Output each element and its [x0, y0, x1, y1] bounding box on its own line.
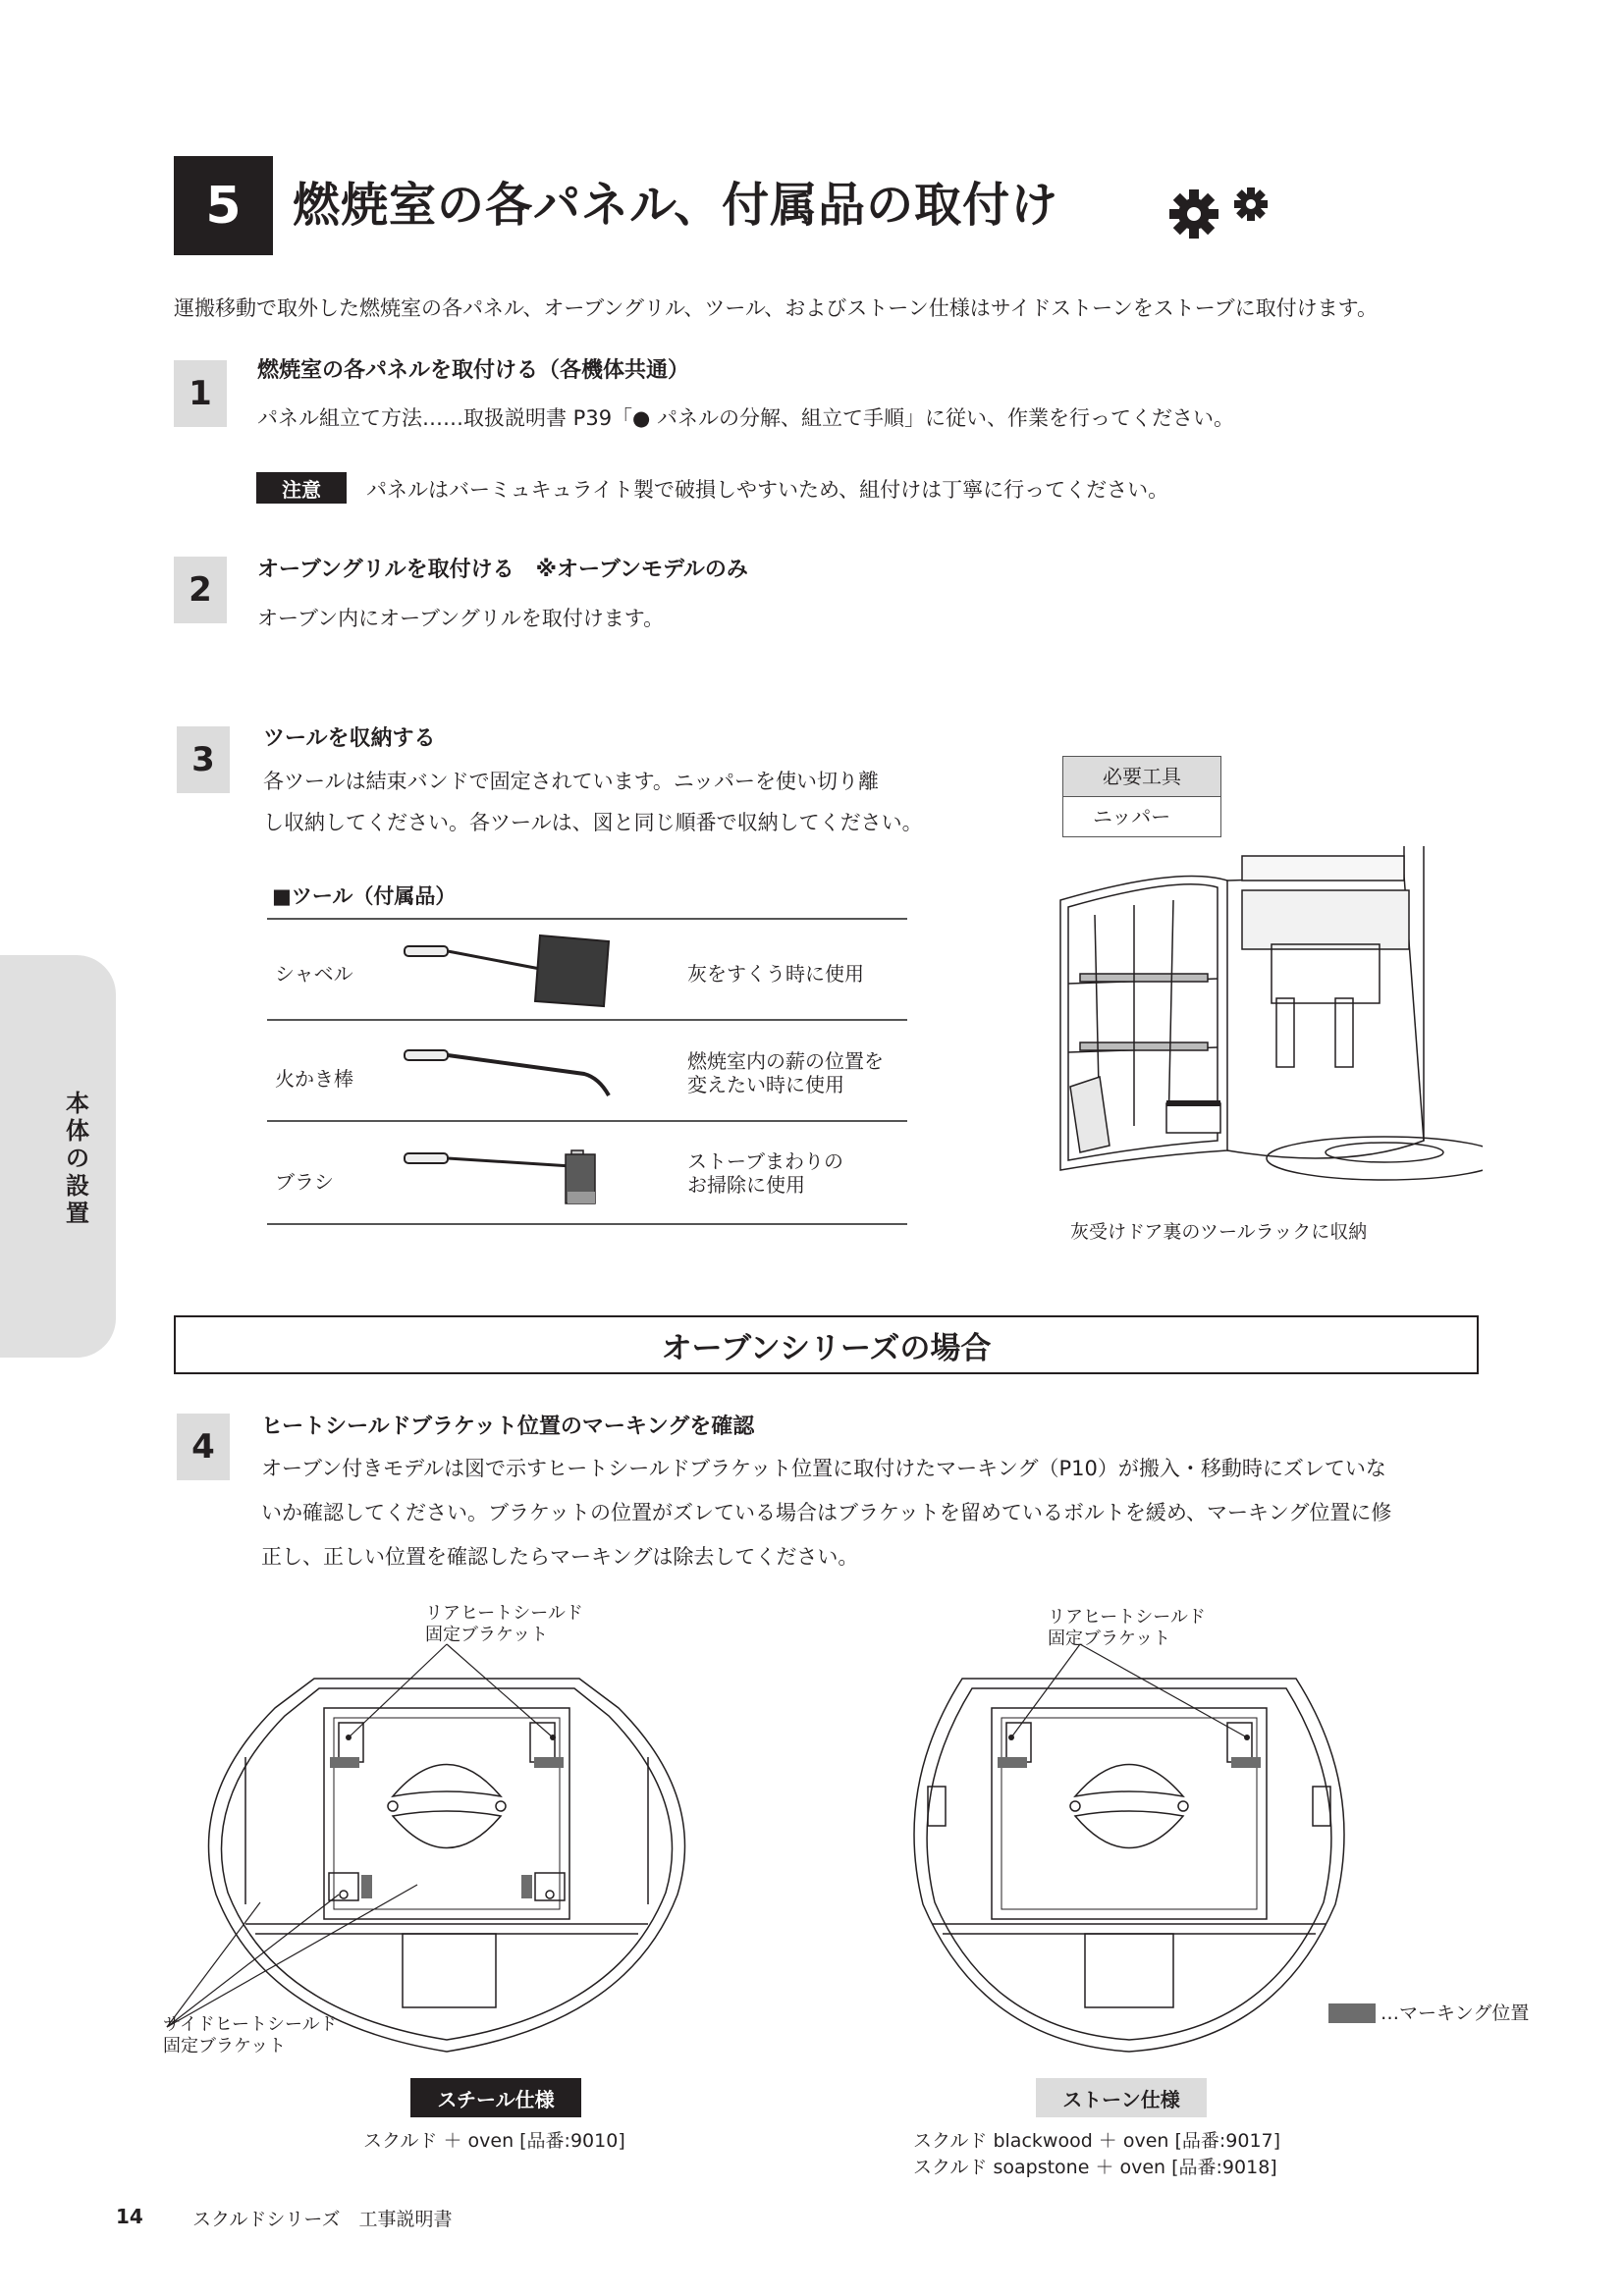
table-rule [267, 1019, 907, 1021]
step-4-line1: オーブン付きモデルは図で示すヒートシールドブラケット位置に取付けたマーキング（P10）が搬入・移動時にズレていな [261, 1457, 1386, 1480]
table-rule [267, 1223, 907, 1225]
oven-series-banner: オーブンシリーズの場合 [174, 1315, 1479, 1374]
required-tools-header: 必要工具 [1063, 757, 1220, 797]
tool-use-shovel: 灰をすくう時に使用 [687, 962, 864, 986]
step-4-number: 4 [177, 1414, 230, 1480]
step-4-line3: 正し、正しい位置を確認したらマーキングは除去してください。 [261, 1545, 859, 1569]
rear-bracket-label-line1: リアヒートシールド [425, 1603, 583, 1624]
side-tab-label: 本体の設置 [66, 1090, 89, 1227]
step-4-title: ヒートシールドブラケット位置のマーキングを確認 [261, 1415, 755, 1439]
step-3-title: ツールを収納する [263, 726, 436, 751]
tool-name-shovel: シャベル [275, 962, 353, 986]
footer-title: スクルドシリーズ 工事説明書 [192, 2209, 453, 2230]
table-rule [267, 918, 907, 920]
step-3-text-1: 各ツールは結束バンドで固定されています。ニッパーを使い切り離 [263, 770, 880, 793]
step-1-text: パネル組立て方法……取扱説明書 P39「● パネルの分解、組立て手順」に従い、作業を行ってください。 [257, 406, 1235, 430]
marking-legend-swatch [1328, 2003, 1376, 2023]
step-1-number: 1 [174, 360, 227, 427]
page-number: 14 [116, 2205, 143, 2228]
tool-use-poker-line1: 燃焼室内の薪の位置を [687, 1049, 884, 1073]
marking-legend-label: …マーキング位置 [1380, 2002, 1530, 2024]
side-tab [0, 955, 116, 1358]
caution-label: 注意 [256, 472, 347, 504]
stone-spec-label: ストーン仕様 [1036, 2078, 1207, 2117]
tool-name-brush: ブラシ [275, 1170, 334, 1194]
step-4-line2: いか確認してください。ブラケットの位置がズレている場合はブラケットを留めているボルトを緩め、マーキング位置に修 [261, 1501, 1392, 1524]
step-2-text: オーブン内にオーブングリルを取付けます。 [257, 607, 665, 630]
rear-bracket-label-line1: リアヒートシールド [1048, 1607, 1206, 1628]
section-title: 燃焼室の各パネル、付属品の取付け [293, 178, 1059, 233]
brush-illustration [403, 1139, 619, 1212]
tool-use-poker-line2: 変えたい時に使用 [687, 1073, 844, 1096]
required-tools-item: ニッパー [1093, 805, 1171, 828]
stone-model-2: スクルド soapstone ＋ oven [品番:9018] [913, 2157, 1277, 2178]
shovel-illustration [403, 928, 619, 1011]
step-1-title: 燃焼室の各パネルを取付ける（各機体共通） [257, 358, 690, 383]
steel-stove-diagram [157, 1639, 746, 2081]
step-3-text-2: し収納してください。各ツールは、図と同じ順番で収納してください。 [263, 811, 923, 834]
poker-illustration [403, 1039, 619, 1107]
steel-spec-label: スチール仕様 [410, 2078, 581, 2117]
rear-bracket-label-line2: 固定ブラケット [1048, 1629, 1171, 1649]
required-tools-box [1062, 756, 1221, 837]
tool-use-brush [687, 1149, 843, 1197]
side-bracket-label-line2: 固定ブラケット [163, 2036, 287, 2056]
section-intro: 運搬移動で取外した燃焼室の各パネル、オーブングリル、ツール、およびストーン仕様はサイドストーンをストーブに取付けます。 [174, 296, 1378, 320]
side-bracket-label-line1: サイドヒートシールド [163, 2014, 338, 2035]
tool-use-brush-line2: お掃除に使用 [687, 1173, 805, 1197]
rear-bracket-label-line2: 固定ブラケット [425, 1625, 549, 1645]
step-2-number: 2 [174, 557, 227, 623]
stone-model-1: スクルド blackwood ＋ oven [品番:9017] [913, 2130, 1281, 2152]
table-rule [267, 1120, 907, 1122]
section-number: 5 [174, 156, 273, 255]
caution-text: パネルはバーミュキュライト製で破損しやすいため、組付けは丁寧に行ってください。 [366, 478, 1169, 502]
step-2-title: オーブングリルを取付ける ※オーブンモデルのみ [257, 558, 748, 582]
tools-table-title: ■ツール（付属品） [272, 884, 457, 908]
tool-rack-caption: 灰受けドア裏のツールラックに収納 [1070, 1221, 1368, 1243]
tool-rack-figure [1051, 846, 1483, 1185]
steel-model: スクルド ＋ oven [品番:9010] [363, 2130, 625, 2152]
step-3-number: 3 [177, 726, 230, 793]
gear-icon [1166, 183, 1274, 241]
stone-stove-diagram [884, 1639, 1375, 2071]
step-4-body [261, 1447, 1498, 1579]
tool-use-brush-line1: ストーブまわりの [687, 1149, 843, 1173]
tool-name-poker: 火かき棒 [275, 1067, 353, 1091]
tool-use-poker [687, 1049, 884, 1096]
